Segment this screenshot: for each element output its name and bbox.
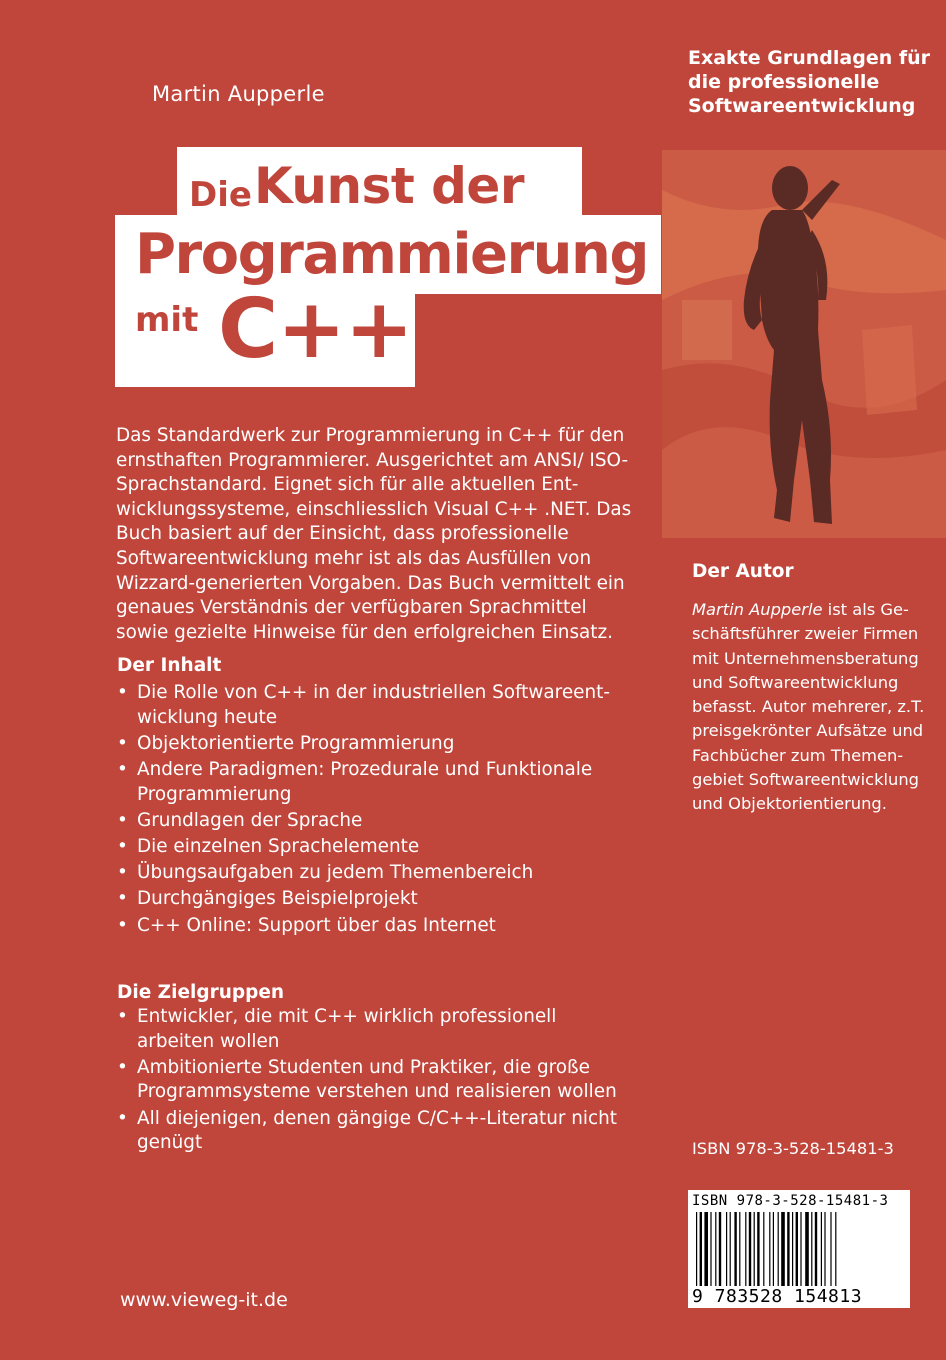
list-item: • Grundlagen der Sprache xyxy=(115,809,635,834)
inhalt-heading: Der Inhalt xyxy=(117,655,222,676)
list-item: • Die Rolle von C++ in der industriellen Softwareent-wicklung heute xyxy=(115,681,635,730)
inhalt-list xyxy=(115,681,635,940)
list-item: • Ambitionierte Studenten und Praktiker, die große Programmsysteme verstehen und realisieren wollen xyxy=(115,1056,635,1105)
tagline-line: Softwareentwicklung xyxy=(688,95,916,117)
autor-text xyxy=(692,598,932,817)
list-item: • Durchgängiges Beispielprojekt xyxy=(115,887,635,912)
autor-name: Martin Aupperle xyxy=(692,600,823,619)
list-item: • Objektorientierte Programmierung xyxy=(115,732,635,757)
saxophonist-silhouette-icon xyxy=(662,150,946,538)
autor-heading: Der Autor xyxy=(692,561,794,582)
list-item: • Übungsaufgaben zu jedem Themenbereich xyxy=(115,861,635,886)
publisher-url: www.vieweg-it.de xyxy=(120,1289,288,1311)
list-item: • Entwickler, die mit C++ wirklich professionell arbeiten wollen xyxy=(115,1005,635,1054)
zielgruppen-list xyxy=(115,1005,635,1157)
list-item: • Die einzelnen Sprachelemente xyxy=(115,835,635,860)
intro-text: Das Standardwerk zur Programmierung in C++ für den ernsthaften Programmierer. Ausgerichtet am ANSI/ ISO-Sprachstandard. Eignet sich für alle aktuellen Ent-wicklungssysteme, einschliesslich Visual C++ .NET. Das Buch basiert auf der Einsicht, dass professionelle Softwareentwicklung mehr ist als das Ausfüllen von Wizzard-generierten Vorgaben. Das Buch vermittelt ein genaues Verständnis der verfügbaren Sprachmittel sowie gezielte Hinweise für den erfolgreichen Einsatz. xyxy=(116,425,632,643)
barcode-isbn-text: ISBN 978-3-528-15481-3 xyxy=(692,1193,889,1209)
zielgruppen-heading: Die Zielgruppen xyxy=(117,982,285,1003)
title-mit: mit xyxy=(135,300,199,340)
barcode-ean-digits: 9 783528 154813 xyxy=(692,1286,863,1307)
list-item: • All diejenigen, denen gängige C/C++-Literatur nicht genügt xyxy=(115,1107,635,1156)
list-item: • Andere Paradigmen: Prozedurale und Funktionale Programmierung xyxy=(115,758,635,807)
author-name: Martin Aupperle xyxy=(152,82,325,106)
tagline xyxy=(688,46,930,118)
tagline-line: die professionelle xyxy=(688,71,880,93)
book-title xyxy=(115,147,648,387)
barcode xyxy=(688,1190,910,1308)
list-item: • C++ Online: Support über das Internet xyxy=(115,914,635,939)
saxophonist-photo xyxy=(662,150,946,538)
autor-bio: ist als Ge-schäftsführer zweier Firmen mit Unternehmensberatung und Softwareentwicklung befasst. Autor mehrerer, z.T. preisgekrönter Aufsätze und Fachbücher zum Themen-gebiet Softwareentwicklung und Objektorientierung. xyxy=(692,600,925,814)
tagline-line: Exakte Grundlagen für xyxy=(688,47,931,69)
title-kunst-der: Kunst der xyxy=(254,157,524,215)
title-die: Die xyxy=(189,175,252,215)
title-cpp: C++ xyxy=(218,282,413,377)
barcode-bars-icon xyxy=(694,1212,904,1288)
isbn-label: ISBN 978-3-528-15481-3 xyxy=(692,1139,894,1158)
title-programmierung: Programmierung xyxy=(135,222,648,287)
